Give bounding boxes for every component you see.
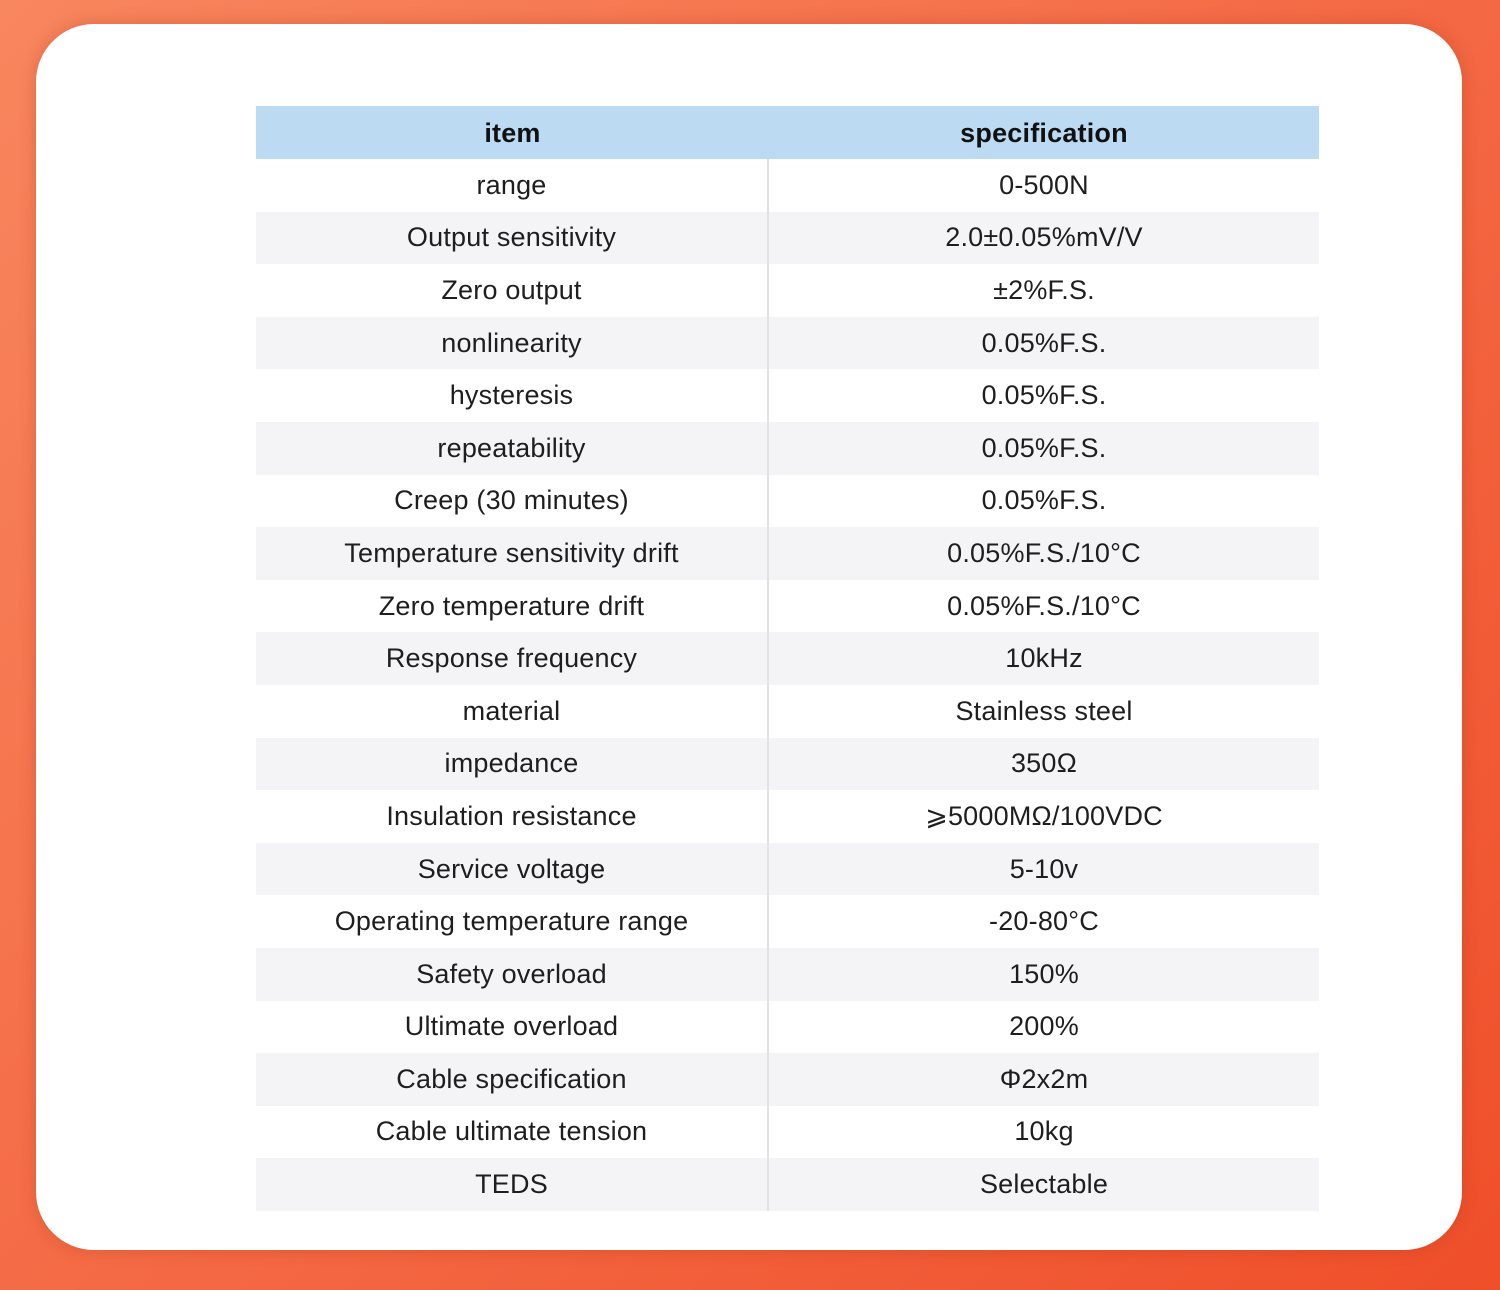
value-cell: 0.05%F.S./10°C [947,537,1141,568]
table-row [256,790,1319,843]
item-cell: Ultimate overload [256,1001,769,1054]
value-cell: 350Ω [1010,748,1078,779]
table-row [256,895,1319,948]
item-cell: Temperature sensitivity drift [256,527,769,580]
item-cell: Output sensitivity [256,212,769,265]
table-row [256,422,1319,475]
value-cell: ⩾5000MΩ/100VDC [925,800,1163,831]
table-row [256,1001,1319,1054]
table-row [256,369,1319,422]
specification-table [256,106,1319,1211]
table-row [256,1106,1319,1159]
item-cell: range [256,159,769,212]
table-row [256,475,1319,528]
item-cell: Service voltage [256,843,769,896]
item-cell: impedance [256,738,769,791]
table-row [256,1053,1319,1106]
table-row [256,1158,1319,1211]
item-cell: repeatability [256,422,769,475]
value-cell: Selectable [979,1169,1109,1200]
value-cell: 0.05%F.S./10°C [947,590,1141,621]
header-specification: specification [960,118,1128,148]
table-row [256,948,1319,1001]
value-cell: 10kHz [1005,643,1083,674]
table-row [256,212,1319,265]
value-cell: 2.0±0.05%mV/V [945,222,1143,253]
table-row [256,580,1319,633]
table-row [256,843,1319,896]
table-row [256,685,1319,738]
table-row [256,527,1319,580]
item-cell: Response frequency [256,632,769,685]
value-cell: Stainless steel [955,695,1133,726]
item-cell: Cable ultimate tension [256,1106,769,1159]
table-row [256,738,1319,791]
value-cell: 0.05%F.S. [981,485,1107,516]
value-cell: 150% [1009,958,1079,989]
value-cell: 0.05%F.S. [981,432,1107,463]
value-cell: -20-80°C [989,906,1099,937]
value-cell: 5-10v [1009,853,1079,884]
item-cell: Insulation resistance [256,790,769,843]
spec-card [36,24,1462,1250]
item-cell: nonlinearity [256,317,769,370]
item-cell: Creep (30 minutes) [256,475,769,528]
value-cell: 0.05%F.S. [981,327,1107,358]
item-cell: Zero output [256,264,769,317]
table-row [256,159,1319,212]
value-cell: 0-500N [999,169,1089,200]
value-cell: Φ2x2m [999,1063,1089,1094]
table-row [256,317,1319,370]
value-cell: 0.05%F.S. [981,380,1107,411]
table-row [256,632,1319,685]
value-cell: 200% [1009,1011,1079,1042]
item-cell: Zero temperature drift [256,580,769,633]
item-cell: Cable specification [256,1053,769,1106]
table-row [256,264,1319,317]
value-cell: ±2%F.S. [993,274,1095,305]
header-item: item [484,118,541,148]
value-cell: 10kg [1014,1116,1074,1147]
table-header-row [256,106,1319,159]
item-cell: Safety overload [256,948,769,1001]
item-cell: hysteresis [256,369,769,422]
item-cell: Operating temperature range [256,895,769,948]
item-cell: TEDS [256,1158,769,1211]
item-cell: material [256,685,769,738]
